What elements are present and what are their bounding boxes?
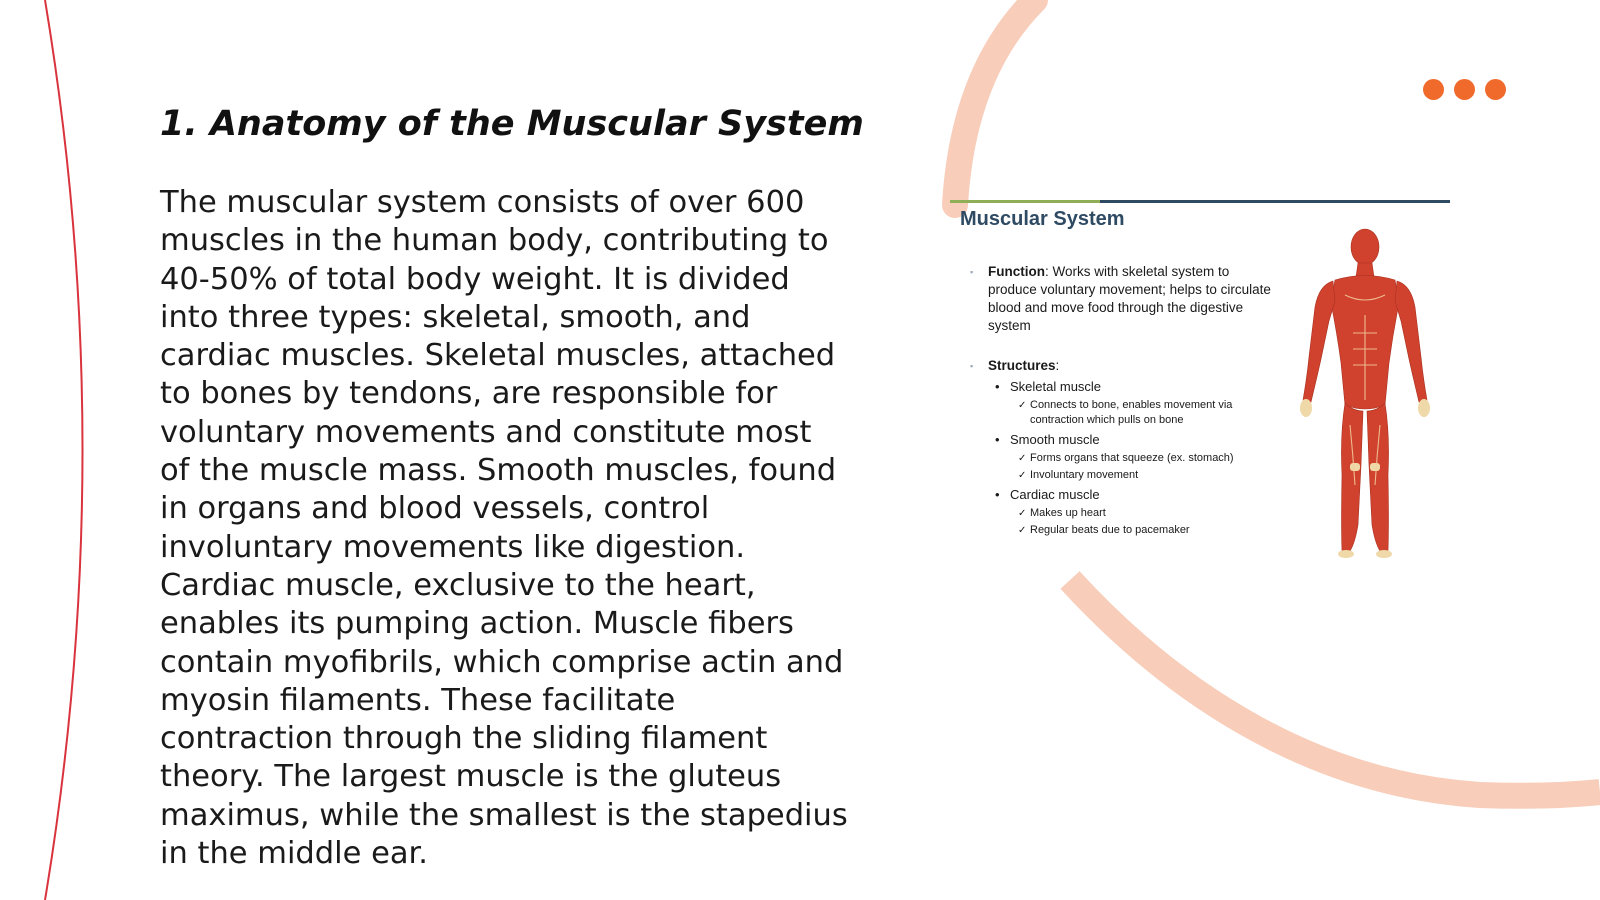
- function-bullet: [970, 263, 1280, 335]
- structures-suffix: :: [1055, 358, 1060, 373]
- page-title: 1. Anatomy of the Muscular System: [160, 104, 864, 144]
- three-dots-icon[interactable]: [1423, 79, 1513, 101]
- function-label: Function: [988, 264, 1045, 279]
- slide-title: Muscular System: [960, 208, 1125, 230]
- smooth-point-1: ✓ Forms organs that squeeze (ex. stomach): [970, 451, 1280, 466]
- dot-2: [1454, 79, 1475, 100]
- body-paragraph: The muscular system consists of over 600 muscles in the human body, contributing to 40-50% of total body weight. It is divided into three types: skeletal, smooth, and cardiac muscles. Skeletal muscles, attached to bones by tendons, are responsible for voluntary movements and constitute most of the muscle mass. Smooth muscles, found in organs and blood vessels, control involuntary movements like digestion. Cardiac muscle, exclusive to the heart, enables its pumping action. Muscle fibers contain myofibrils, which comprise actin and myosin filaments. These facilitate contraction through the sliding filament theory. The largest muscle is the gluteus maximus, while the smallest is the stapedius in the middle ear.: [160, 185, 848, 872]
- dot-1: [1423, 79, 1444, 100]
- cardiac-muscle-item: • Cardiac muscle: [970, 486, 1280, 504]
- slide-bullet-list: [970, 263, 1280, 538]
- dot-3: [1485, 79, 1506, 100]
- muscular-anatomy-figure: [1295, 225, 1435, 560]
- skeletal-muscle-item: • Skeletal muscle: [970, 378, 1280, 396]
- skeletal-point: ✓ Connects to bone, enables movement via contraction which pulls on bone: [970, 398, 1280, 428]
- function-text: : Works with skeletal system to produce voluntary movement; helps to circulate blood and move food through the digestive system: [988, 264, 1271, 333]
- cardiac-point-1: ✓ Makes up heart: [970, 506, 1280, 521]
- smooth-point-2: ✓ Involuntary movement: [970, 468, 1280, 483]
- slide-header-accent: [950, 200, 1100, 203]
- structures-bullet: [970, 357, 1280, 375]
- cardiac-point-2: ✓ Regular beats due to pacemaker: [970, 523, 1280, 538]
- smooth-muscle-item: • Smooth muscle: [970, 431, 1280, 449]
- peach-arc-top: [955, 0, 1035, 205]
- structures-label: Structures: [988, 358, 1056, 373]
- peach-arc-bottom: [1070, 580, 1600, 796]
- left-edge-curve: [45, 0, 83, 900]
- embedded-slide: [950, 200, 1450, 570]
